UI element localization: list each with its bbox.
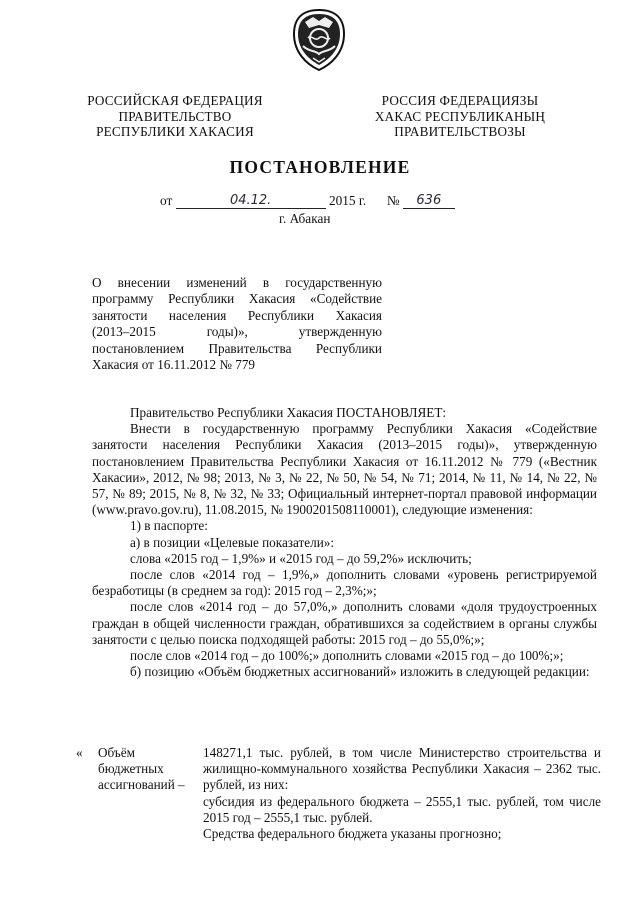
header-left <box>80 93 270 140</box>
header-right-line: РОССИЯ ФЕДЕРАЦИЯЗЫ <box>381 93 539 108</box>
table-left-cell <box>98 745 198 794</box>
table-left-line: Объём <box>98 745 135 760</box>
document-title: ПОСТАНОВЛЕНИЕ <box>229 157 411 177</box>
paragraph: Внести в государственную программу Республики Хакасия «Содействие занятости населения Республики Хакасия (2013–2015 годы)», утвержденную постановлением Правительства Республики Хакасия от 16.11.2012 № 779 («Вестник Хакасии», 2012, № 98; 2013, № 3, № 22, № 50, № 54, № 71; 2014, № 11, № 14, № 22, № 57, № 89; 2015, № 8, № 32, № 33; Официальный интернет-портал правовой информации (www.pravo.gov.ru), 11.08.2015, № 1900201508110001), следующие изменения: <box>92 421 597 518</box>
document-number: 636 <box>403 193 455 209</box>
body-text <box>92 405 597 680</box>
table-left-line: бюджетных <box>98 761 164 777</box>
paragraph: после слов «2014 год – до 100%;» дополнить словами «2015 год – до 100%;»; <box>130 648 564 664</box>
paragraph: а) в позиции «Целевые показатели»: <box>130 534 335 550</box>
header-right <box>360 93 560 140</box>
date-prefix: от <box>160 193 173 208</box>
subject-line: постановлением Правительства Республики <box>92 340 382 356</box>
city: г. Абакан <box>279 211 331 226</box>
paragraph: 1) в паспорте: <box>130 518 208 534</box>
opening-quote: « <box>76 745 83 760</box>
paragraph: Правительство Республики Хакасия ПОСТАНОВЛЯЕТ: <box>130 405 447 420</box>
number-sign: № <box>386 193 400 208</box>
table-right-line: Средства федерального бюджета указаны прогнозно; <box>203 826 502 842</box>
header-left-line: РОССИЙСКАЯ ФЕДЕРАЦИЯ <box>87 93 263 108</box>
table-right-line: субсидия из федерального бюджета – 2555,1 тыс. рублей, том числе 2015 год – 2555,1 тыс. рублей. <box>203 793 601 825</box>
header-left-line: ПРАВИТЕЛЬСТВО <box>118 108 232 124</box>
subject-line: программу Республики Хакасия «Содействие <box>92 291 382 307</box>
subject-block <box>92 275 382 373</box>
paragraph: после слов «2014 год – до 57,0%,» дополнить словами «доля трудоустроенных граждан в общей численности граждан, обратившихся за содействием в органы службы занятости с целью поиска подходящей работы: 2015 год – до 55,0%;»; <box>92 599 597 647</box>
date-line <box>160 193 455 209</box>
table-left-line: ассигнований – <box>98 777 185 793</box>
paragraph: слова «2015 год – 1,9%» и «2015 год – до 59,2%» исключить; <box>130 550 472 566</box>
header-right-line: ХАКАС РЕСПУБЛИКАНЫҢ <box>374 108 546 124</box>
paragraph: б) позицию «Объём бюджетных ассигнований» изложить в следующей редакции: <box>130 664 590 680</box>
header-right-line: ПРАВИТЕЛЬСТВОЗЫ <box>394 124 526 139</box>
coat-of-arms-icon <box>291 8 347 72</box>
subject-line: (2013–2015 годы)», утвержденную <box>92 324 382 340</box>
paragraph: после слов «2014 год – 1,9%,» дополнить словами «уровень регистрируемой безработицы (в среднем за год): 2015 год – 2,3%;»; <box>92 567 597 599</box>
date-day-month: 04.12. <box>176 193 326 209</box>
subject-line: занятости населения Республики Хакасия <box>92 307 382 323</box>
subject-line: Хакасия от 16.11.2012 № 779 <box>92 357 256 373</box>
header-left-line: РЕСПУБЛИКИ ХАКАСИЯ <box>96 124 254 139</box>
subject-line: О внесении изменений в государственную <box>92 275 382 290</box>
date-year: 2015 г. <box>328 193 367 208</box>
table-right-line: 148271,1 тыс. рублей, в том числе Министерство строительства и жилищно-коммунального хозяйства Республики Хакасия – 2362 тыс. рублей, из них: <box>203 745 601 793</box>
table-right-cell <box>203 745 601 842</box>
